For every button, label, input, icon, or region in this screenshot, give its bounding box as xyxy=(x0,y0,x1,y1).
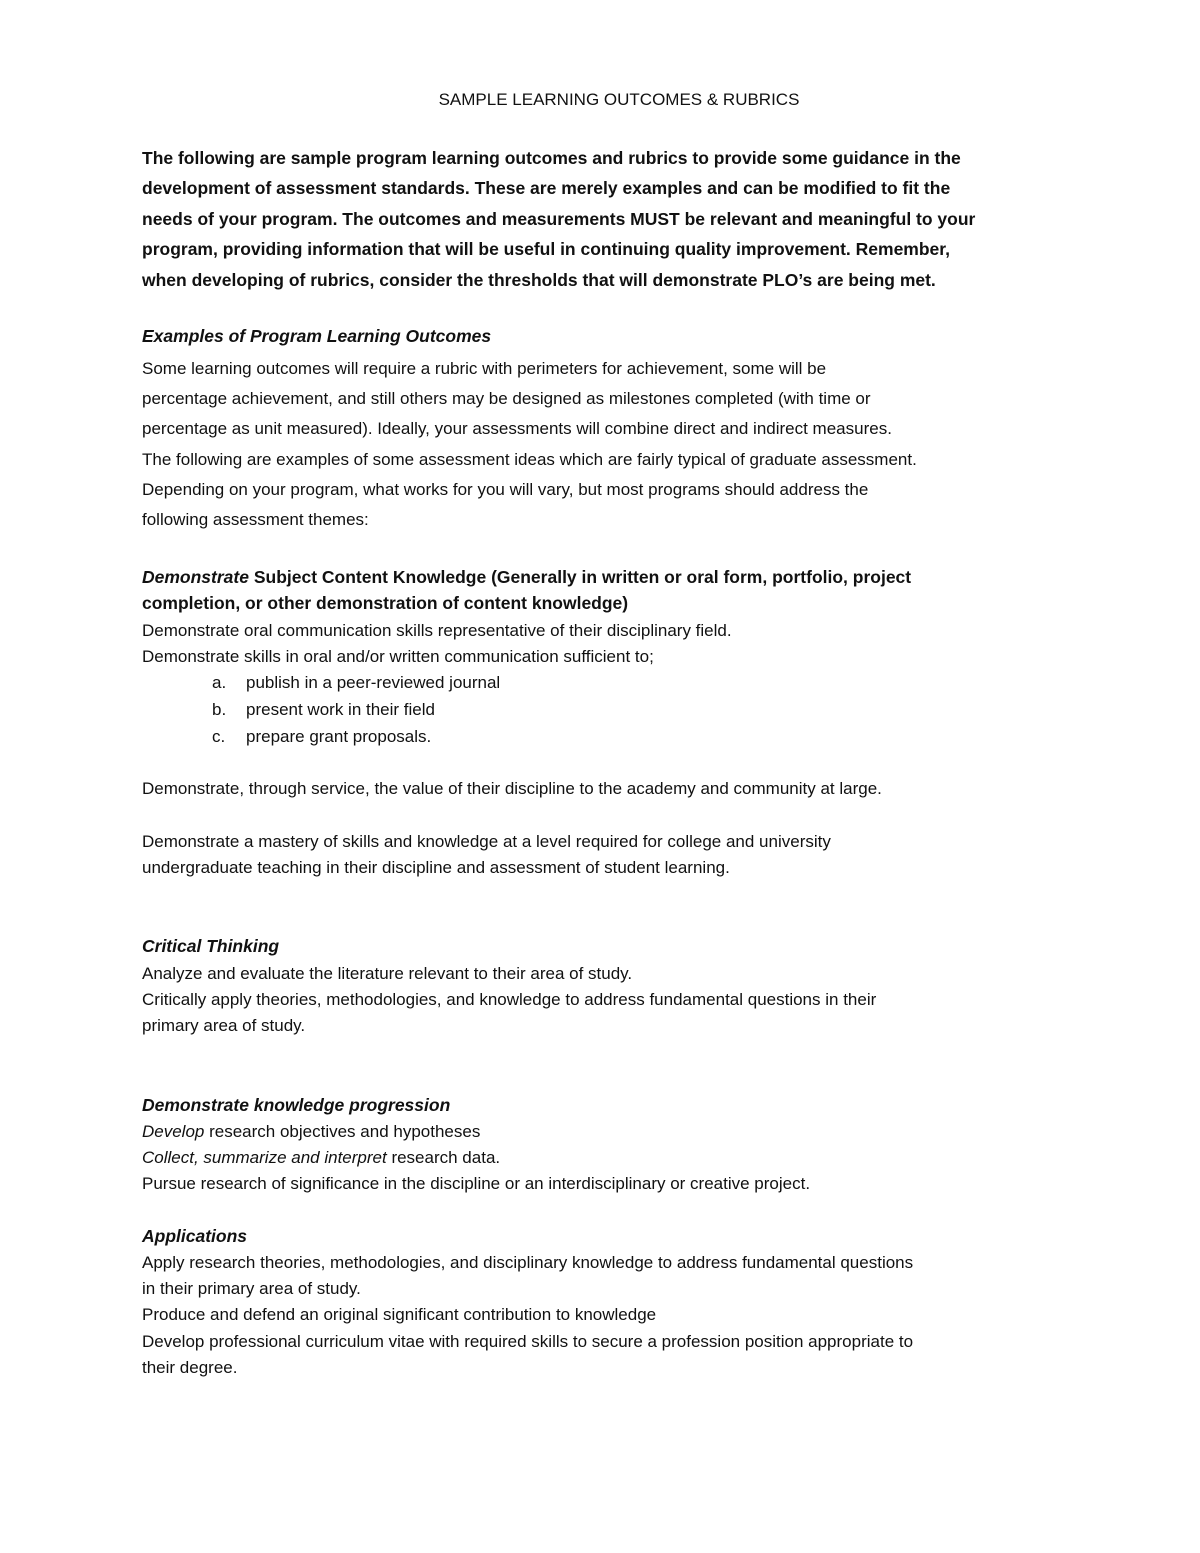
progression-rest: research objectives and hypotheses xyxy=(204,1122,481,1141)
applications-line: Apply research theories, methodologies, and disciplinary knowledge to address fundamental questions xyxy=(142,1253,914,1272)
progression-heading: Demonstrate knowledge progression xyxy=(142,1095,451,1115)
progression-rest: research data. xyxy=(386,1148,501,1167)
critical-line: Critically apply theories, methodologies, and knowledge to address fundamental questions in their xyxy=(142,990,877,1009)
subject-line: Demonstrate oral communication skills representative of their disciplinary field. xyxy=(142,621,732,640)
progression-line xyxy=(142,1148,500,1168)
examples-line: percentage achievement, and still others may be designed as milestones completed (with time or xyxy=(142,389,871,408)
mastery-line: Demonstrate a mastery of skills and knowledge at a level required for college and university xyxy=(142,832,831,851)
service-line: Demonstrate, through service, the value of their discipline to the academy and community at large. xyxy=(142,779,882,798)
intro-line: program, providing information that will be useful in continuing quality improvement. Remember, xyxy=(142,239,950,259)
subject-line: Demonstrate skills in oral and/or written communication sufficient to; xyxy=(142,647,654,666)
subject-heading-line2: completion, or other demonstration of content knowledge) xyxy=(142,593,629,613)
critical-heading: Critical Thinking xyxy=(142,936,280,956)
applications-line: Produce and defend an original significant contribution to knowledge xyxy=(142,1305,657,1324)
examples-line: percentage as unit measured). Ideally, your assessments will combine direct and indirect measures. xyxy=(142,419,892,438)
intro-line: The following are sample program learning outcomes and rubrics to provide some guidance in the xyxy=(142,148,961,168)
critical-line: primary area of study. xyxy=(142,1016,306,1035)
examples-heading: Examples of Program Learning Outcomes xyxy=(142,326,492,346)
mastery-line: undergraduate teaching in their discipline and assessment of student learning. xyxy=(142,858,730,877)
critical-line: Analyze and evaluate the literature relevant to their area of study. xyxy=(142,964,633,983)
applications-heading: Applications xyxy=(142,1226,248,1246)
examples-line: following assessment themes: xyxy=(142,510,369,529)
list-text: present work in their field xyxy=(246,700,435,719)
document-title: SAMPLE LEARNING OUTCOMES & RUBRICS xyxy=(438,90,800,109)
list-text: publish in a peer-reviewed journal xyxy=(246,673,501,692)
examples-line: The following are examples of some assessment ideas which are fairly typical of graduate assessment. xyxy=(142,450,917,469)
list-marker: b. xyxy=(212,700,227,719)
applications-line: their degree. xyxy=(142,1358,238,1377)
list-text: prepare grant proposals. xyxy=(246,727,432,746)
intro-line: when developing of rubrics, consider the thresholds that will demonstrate PLO’s are being met. xyxy=(142,270,936,290)
applications-line: in their primary area of study. xyxy=(142,1279,361,1298)
progression-verb: Develop xyxy=(142,1122,205,1141)
intro-line: development of assessment standards. These are merely examples and can be modified to fit the xyxy=(142,178,951,198)
examples-line: Some learning outcomes will require a rubric with perimeters for achievement, some will be xyxy=(142,359,827,378)
progression-line xyxy=(142,1122,480,1142)
applications-line: Develop professional curriculum vitae with required skills to secure a profession position appropriate to xyxy=(142,1332,914,1351)
progression-verb: Collect, summarize and interpret xyxy=(142,1148,387,1167)
subject-heading-line1 xyxy=(142,567,911,588)
subject-heading-italic: Demonstrate xyxy=(142,567,249,587)
list-marker: c. xyxy=(212,727,226,746)
subject-heading-rest: Subject Content Knowledge (Generally in written or oral form, portfolio, project xyxy=(248,567,912,587)
list-marker: a. xyxy=(212,673,227,692)
progression-line: Pursue research of significance in the discipline or an interdisciplinary or creative project. xyxy=(142,1174,811,1193)
examples-line: Depending on your program, what works for you will vary, but most programs should address the xyxy=(142,480,869,499)
intro-line: needs of your program. The outcomes and measurements MUST be relevant and meaningful to your xyxy=(142,209,976,229)
